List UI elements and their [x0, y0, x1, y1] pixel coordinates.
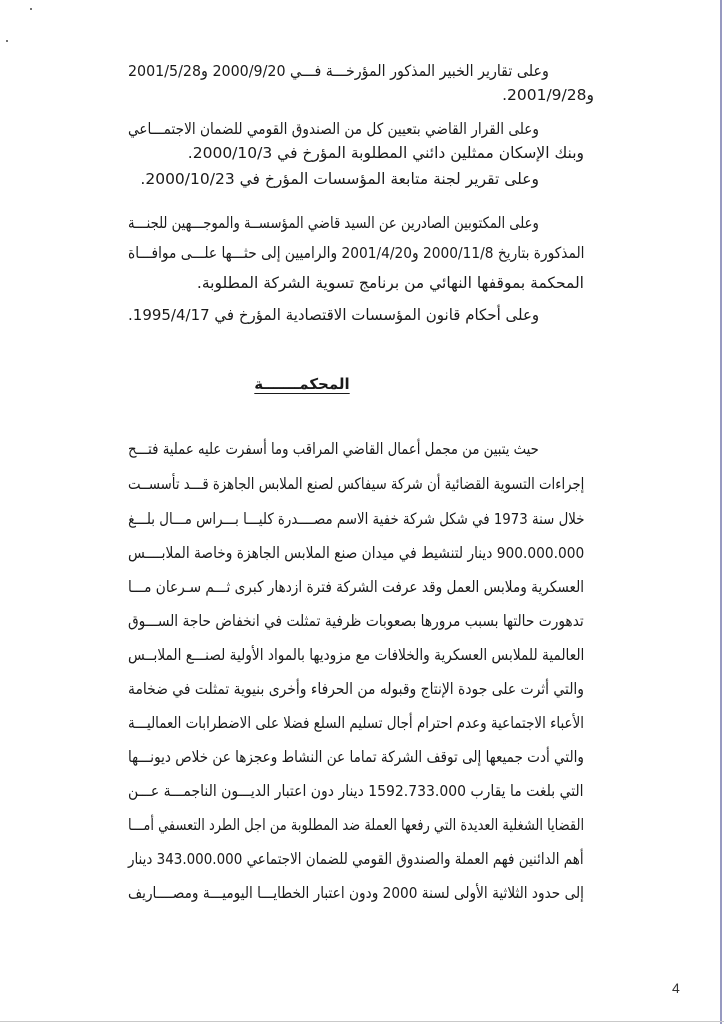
body-line: العالمية للملابس العسكرية والخلافات مع مزوديها بالمواد الأولية لصنـــع الملابــس — [127, 646, 584, 664]
body-line: خلال سنة 1973 في شكل شركة خفية الاسم مصــــدرة كليـــا بـــراس مـــال بلـــغ — [127, 510, 584, 528]
scan-speck — [6, 40, 8, 42]
recital-1-line-2: و2001/9/28. — [502, 86, 594, 104]
recital-1-line-1: وعلى تقارير الخبير المذكور المؤرخـــة فـــي 2000/9/20 و2001/5/28 — [128, 62, 549, 80]
body-line: والتي أدت جميعها إلى توقف الشركة تماما عن النشاط وعجزها عن خلاص ديونـــها — [128, 748, 584, 766]
recital-4-line-3: المحكمة بموقفها النهائي من برنامج تسوية الشركة المطلوبة. — [196, 274, 584, 292]
body-line: أهم الدائنين فهم العملة والصندوق القومي للضمان الاجتماعي 343.000.000 دينار — [128, 850, 584, 868]
scan-edge — [720, 0, 722, 1024]
recital-2-line-2: وبنك الإسكان ممثلين دائني المطلوبة المؤرخ في 2000/10/3. — [187, 144, 584, 162]
recital-4-line-2: المذكورة بتاريخ 2000/11/8 و2001/4/20 والراميين إلى حثـــها علـــى موافـــاة — [127, 244, 584, 262]
body-line: تدهورت حالتها بسبب مرورها بصعوبات ظرفية تمثلت في انخفاض حاجة الســـوق — [128, 612, 584, 630]
section-heading: المحكمـــــــة — [254, 375, 350, 393]
recital-4-line-1: وعلى المكتوبين الصادرين عن السيد قاضي المؤسســة والموجـــهين للجنـــة — [128, 214, 539, 232]
body-line: والتي أثرت على جودة الإنتاج وقبوله من الحرفاء وأخرى بنيوية تمثلت في ضخامة — [128, 680, 584, 698]
body-line: إلى حدود الثلاثية الأولى لسنة 2000 ودون اعتبار الخطايـــا اليوميـــة ومصــــاريف — [128, 884, 584, 902]
body-line: الأعباء الاجتماعية وعدم احترام أجال تسليم السلع فضلا على الاضطرابات العماليـــة — [128, 714, 584, 732]
body-line: حيث يتبين من مجمل أعمال القاضي المراقب وما أسفرت عليه عملية فتـــح — [128, 440, 539, 458]
recital-3-line-1: وعلى تقرير لجنة متابعة المؤسسات المؤرخ في 2000/10/23. — [140, 170, 539, 188]
recital-5-line-1: وعلى أحكام قانون المؤسسات الاقتصادية المؤرخ في 1995/4/17. — [127, 306, 539, 324]
body-line: التي بلغت ما يقارب 1592.733.000 دينار دون اعتبار الديـــون الناجمـــة عـــن — [128, 782, 584, 800]
body-line: العسكرية وملابس العمل وقد عرفت الشركة فترة ازدهار كبرى ثـــم سـرعان مـــا — [127, 578, 584, 596]
recital-2-line-1: وعلى القرار القاضي بتعيين كل من الصندوق القومي للضمان الاجتمـــاعي — [128, 120, 539, 138]
page-number: 4 — [672, 980, 680, 996]
body-line: 900.000.000 دينار لتنشيط في ميدان صنع الملابس الجاهزة وخاصة الملابــــس — [127, 544, 584, 562]
body-line: القضايا الشغلية العديدة التي رفعها العملة ضد المطلوبة من اجل الطرد التعسفي أمـــا — [127, 816, 584, 834]
scan-bottom-edge — [0, 1021, 724, 1022]
scan-speck — [30, 8, 32, 10]
body-line: إجراءات التسوية القضائية أن شركة سيفاكس لصنع الملابس الجاهزة قـــد تأسســت — [127, 475, 584, 493]
